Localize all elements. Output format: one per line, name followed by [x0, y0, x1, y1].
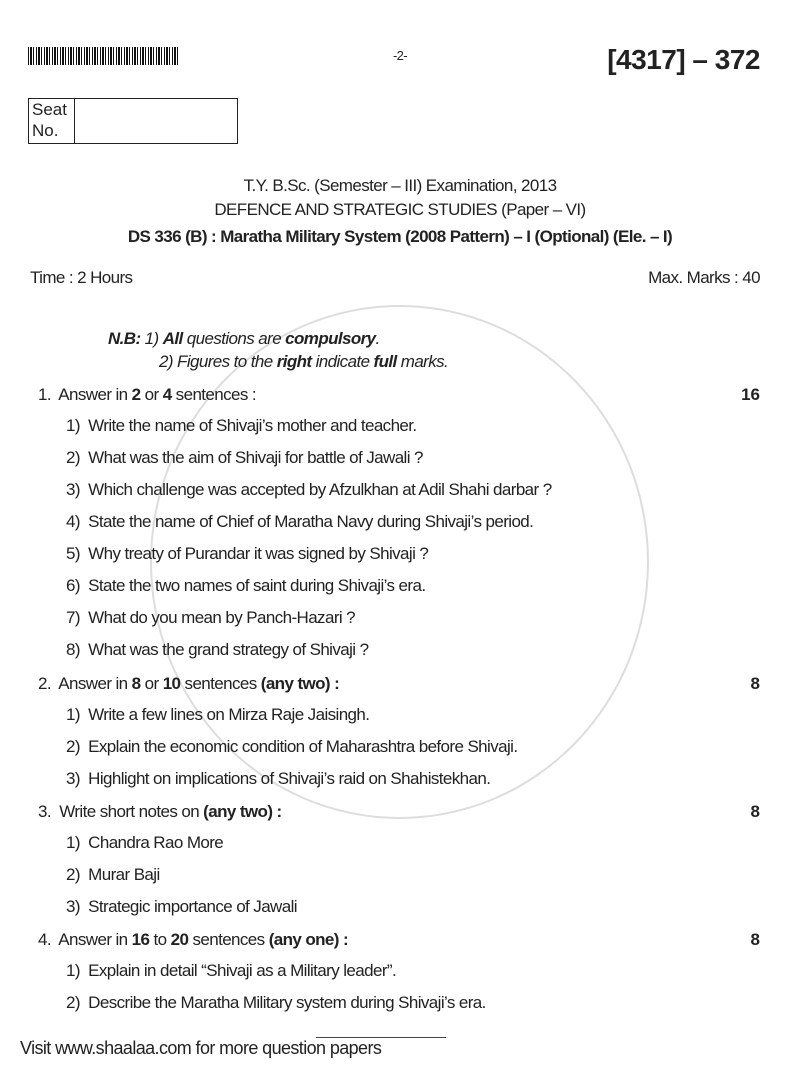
- sub-question: 6) State the two names of saint during Shivaji’s era.: [66, 576, 426, 595]
- page-number: -2-: [392, 48, 408, 63]
- question-2-marks: 8: [750, 674, 760, 693]
- subject-title: DEFENCE AND STRATEGIC STUDIES (Paper – VI): [214, 200, 586, 219]
- sub-question: 3) Highlight on implications of Shivaji’s raid on Shahistekhan.: [66, 769, 491, 788]
- sub-question: 7) What do you mean by Panch-Hazari ?: [66, 608, 356, 627]
- question-1: 1. Answer in 2 or 4 sentences :: [38, 385, 257, 404]
- seat-label: Seat No.: [29, 99, 75, 143]
- paper-code: [4317] – 372: [607, 44, 760, 75]
- sub-question: 1) Chandra Rao More: [66, 833, 224, 852]
- paper-title: DS 336 (B) : Maratha Military System (2008 Pattern) – I (Optional) (Ele. – I): [127, 227, 673, 246]
- nb-line-2: 2) Figures to the right indicate full marks.: [159, 352, 449, 371]
- question-3: 3. Write short notes on (any two) :: [38, 802, 282, 821]
- nb-line-1: N.B: 1) All questions are compulsory.: [108, 329, 380, 348]
- max-marks: Max. Marks : 40: [648, 268, 760, 287]
- sub-question: 2) Murar Baji: [66, 865, 160, 884]
- sub-question: 5) Why treaty of Purandar it was signed by Shivaji ?: [66, 544, 429, 563]
- sub-question: 1) Explain in detail “Shivaji as a Military leader”.: [66, 961, 397, 980]
- question-1-marks: 16: [741, 385, 760, 404]
- footer-text: Visit www.shaalaa.com for more question papers: [20, 1038, 382, 1058]
- sub-question: 2) Explain the economic condition of Maharashtra before Shivaji.: [66, 737, 518, 756]
- sub-question: 8) What was the grand strategy of Shivaji ?: [66, 640, 369, 659]
- sub-question: 4) State the name of Chief of Maratha Navy during Shivaji’s period.: [66, 512, 534, 531]
- question-4: 4. Answer in 16 to 20 sentences (any one) :: [38, 930, 349, 949]
- sub-question: 2) What was the aim of Shivaji for battle of Jawali ?: [66, 448, 423, 467]
- time: Time : 2 Hours: [30, 268, 133, 287]
- exam-title: T.Y. B.Sc. (Semester – III) Examination, 2013: [243, 176, 557, 195]
- question-3-marks: 8: [750, 802, 760, 821]
- sub-question: 1) Write the name of Shivaji’s mother and teacher.: [66, 416, 417, 435]
- question-4-marks: 8: [750, 930, 760, 949]
- sub-question: 2) Describe the Maratha Military system during Shivaji’s era.: [66, 993, 486, 1012]
- sub-question: 3) Strategic importance of Jawali: [66, 897, 297, 916]
- question-2: 2. Answer in 8 or 10 sentences (any two) :: [38, 674, 340, 693]
- sub-question: 1) Write a few lines on Mirza Raje Jaisingh.: [66, 705, 370, 724]
- seat-number-box: [28, 98, 238, 144]
- sub-question: 3) Which challenge was accepted by Afzulkhan at Adil Shahi darbar ?: [66, 480, 552, 499]
